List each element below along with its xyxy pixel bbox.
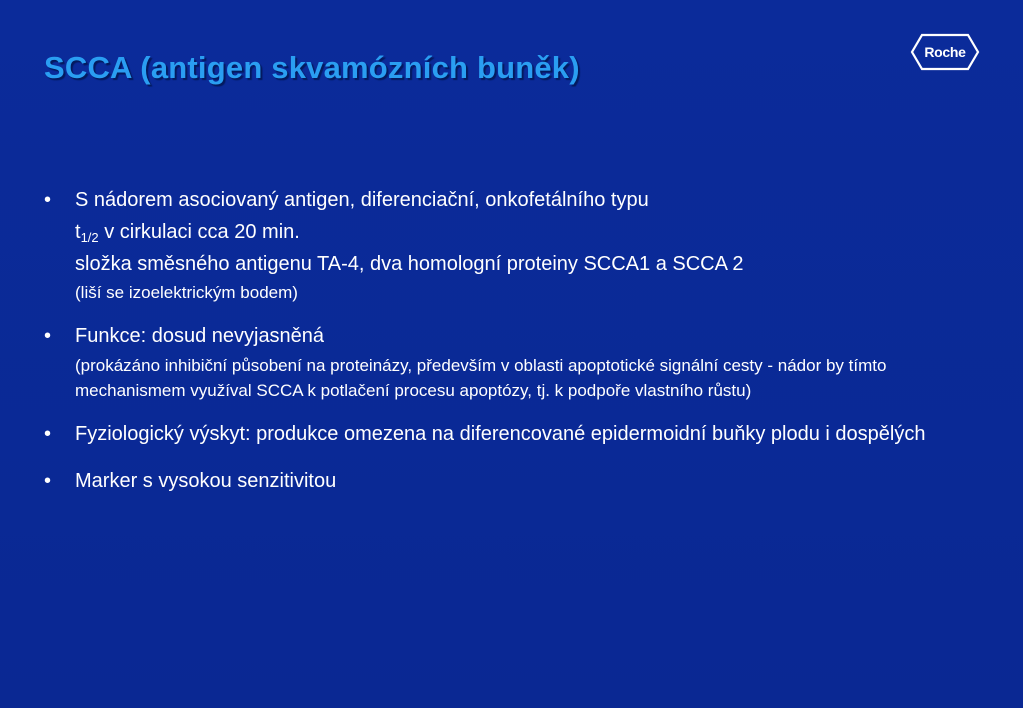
bullet-text: Fyziologický výskyt: produkce omezena na diferencované epidermoidní buňky plodu i dospělých (75, 423, 926, 445)
slide-title: SCCA (antigen skvamózních buněk) (44, 50, 580, 85)
bullet-item-occurrence (44, 418, 994, 450)
bullet-glyph: • (44, 325, 52, 347)
bullet-text: Marker s vysokou senzitivitou (75, 470, 337, 492)
halflife-line (75, 216, 994, 248)
bullet-glyph: • (44, 470, 52, 492)
bullet-item-antigen (44, 184, 994, 305)
bullet-list (44, 184, 994, 512)
roche-logo-text: Roche (924, 44, 966, 60)
roche-logo (910, 33, 980, 71)
halflife-subscript: 1/2 (80, 230, 99, 245)
bullet-text: S nádorem asociovaný antigen, diferenciační, onkofetálního typu (75, 189, 649, 211)
halflife-prefix: t (75, 221, 81, 243)
bullet-text: složka směsného antigenu TA-4, dva homologní proteiny SCCA1 a SCCA 2 (75, 253, 744, 275)
bullet-note: (prokázáno inhibiční působení na proteinázy, především v oblasti apoptotické signální cesty - nádor by tímto mechanismem využíval SCCA k potlačení procesu apoptózy, tj. k podpoře vlastního růstu) (75, 356, 887, 400)
bullet-text: Funkce: dosud nevyjasněná (75, 325, 325, 347)
halflife-rest: v cirkulaci cca 20 min. (98, 221, 300, 243)
bullet-glyph: • (44, 423, 52, 445)
bullet-note: (liší se izoelektrickým bodem) (75, 283, 298, 302)
bullet-glyph: • (44, 189, 52, 211)
bullet-item-marker (44, 465, 994, 497)
bullet-item-function (44, 320, 994, 403)
